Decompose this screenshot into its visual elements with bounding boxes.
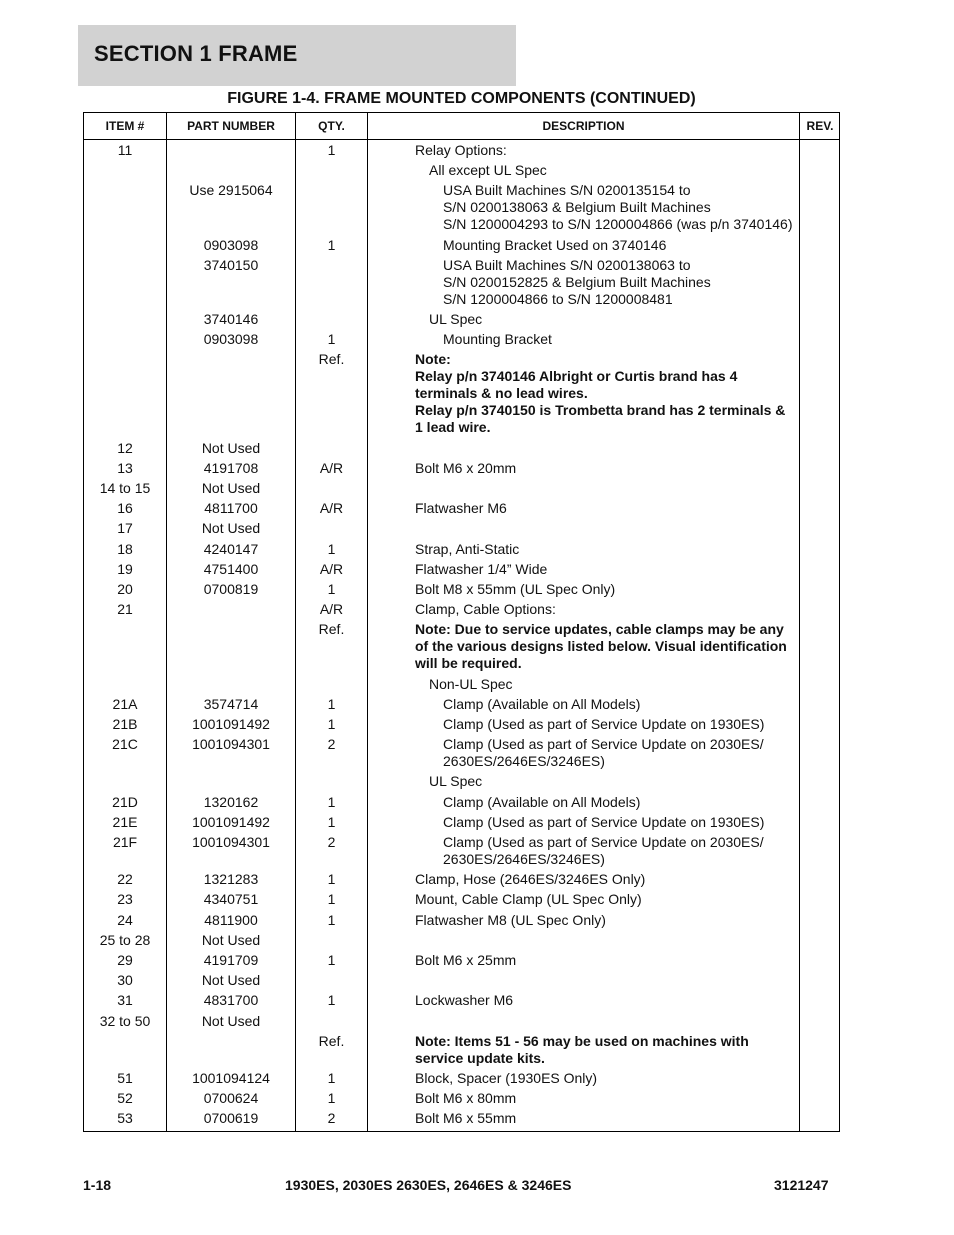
- description-line: Clamp (Used as part of Service Update on 1930ES): [443, 716, 765, 732]
- part-number: Not Used: [201, 480, 261, 496]
- description-line: Bolt M6 x 80mm: [415, 1090, 517, 1107]
- description: [415, 331, 823, 348]
- description: [415, 1070, 795, 1087]
- parts-table: [83, 112, 840, 1132]
- item-number: 20: [117, 581, 133, 597]
- item-number: 29: [117, 952, 133, 968]
- quantity: 1: [327, 540, 336, 557]
- description: [415, 992, 795, 1009]
- description: [415, 871, 795, 888]
- table-row: [84, 972, 839, 989]
- part-number: 4191709: [203, 952, 259, 968]
- item-number: 13: [117, 459, 133, 476]
- table-row: [84, 891, 839, 908]
- description-line: USA Built Machines S/N 0200138063 to: [443, 256, 691, 273]
- description-line: 2630ES/2646ES/3246ES): [443, 851, 605, 867]
- description-line: Relay p/n 3740150 is Trombetta brand has 2 terminals &: [415, 402, 786, 419]
- table-row: [84, 736, 839, 770]
- description: [415, 891, 795, 908]
- item-number: 22: [117, 871, 133, 888]
- table-row: [84, 1110, 839, 1127]
- part-number: 0700619: [203, 1110, 259, 1127]
- quantity: 1: [327, 992, 336, 1009]
- page-number: 1-18: [83, 1177, 112, 1193]
- quantity: 2: [327, 1110, 336, 1127]
- part-number: 4751400: [203, 560, 259, 577]
- part-number: 3740146: [203, 311, 259, 327]
- item-number: 53: [117, 1110, 133, 1127]
- description-line: Flatwasher M6: [415, 500, 507, 517]
- description: [415, 1033, 795, 1067]
- part-number: 1001091492: [192, 813, 270, 830]
- description-line: Bolt M8 x 55mm (UL Spec Only): [415, 581, 616, 597]
- description-line: Bolt M6 x 25mm: [415, 952, 517, 968]
- part-number: 4240147: [203, 540, 259, 557]
- table-row: [84, 500, 839, 517]
- table-row: [84, 182, 839, 233]
- description: [415, 541, 795, 558]
- item-number: 21F: [112, 834, 138, 850]
- description-line: UL Spec: [429, 773, 483, 790]
- description-line: Mounting Bracket Used on 3740146: [443, 236, 667, 253]
- table-row: [84, 601, 839, 618]
- description-line: USA Built Machines S/N 0200135154 to: [443, 182, 691, 199]
- table-row: [84, 676, 839, 693]
- description-line: S/N 0200138063 & Belgium Built Machines: [443, 199, 711, 216]
- description: [415, 257, 823, 308]
- description-line: Bolt M6 x 55mm: [415, 1110, 517, 1127]
- quantity: 1: [327, 813, 336, 830]
- table-row: [84, 952, 839, 969]
- item-number: 21D: [112, 793, 138, 810]
- description-line: Non-UL Spec: [429, 675, 513, 692]
- table-row: [84, 561, 839, 578]
- figure-title: FIGURE 1-4. FRAME MOUNTED COMPONENTS (CONTINUED): [227, 90, 696, 107]
- part-number: 1321283: [203, 871, 259, 888]
- table-row: [84, 716, 839, 733]
- table-row: [84, 814, 839, 831]
- description-line: will be required.: [415, 655, 522, 672]
- description: [415, 142, 795, 159]
- table-row: [84, 162, 839, 179]
- table-row: [84, 237, 839, 254]
- description: [415, 1090, 795, 1107]
- part-number: Not Used: [201, 931, 261, 948]
- part-number: 0903098: [203, 236, 259, 253]
- description-line: Note: Due to service updates, cable clamps may be any: [415, 621, 784, 638]
- section-header-band: [78, 25, 516, 86]
- item-number: 12: [117, 439, 133, 456]
- description: [415, 561, 795, 578]
- description-line: S/N 0200152825 & Belgium Built Machines: [443, 273, 711, 290]
- item-number: 16: [117, 500, 133, 517]
- item-number: 11: [117, 142, 133, 158]
- description: [415, 794, 823, 811]
- table-row: [84, 1070, 839, 1087]
- table-row: [84, 621, 839, 672]
- quantity: 1: [327, 911, 336, 928]
- quantity: 1: [327, 142, 336, 158]
- table-row: [84, 142, 839, 159]
- part-number: 4191708: [203, 459, 259, 476]
- quantity: A/R: [319, 459, 344, 476]
- description: [415, 912, 795, 929]
- table-row: [84, 480, 839, 497]
- footer-models: 1930ES, 2030ES 2630ES, 2646ES & 3246ES: [285, 1177, 572, 1193]
- description-line: 2630ES/2646ES/3246ES): [443, 753, 605, 770]
- description-line: Mounting Bracket: [443, 331, 552, 348]
- description-line: Mount, Cable Clamp (UL Spec Only): [415, 891, 642, 908]
- quantity: 1: [327, 716, 336, 732]
- description: [415, 500, 795, 517]
- quantity: 2: [327, 834, 336, 850]
- quantity: 1: [327, 236, 336, 253]
- quantity: 1: [327, 1090, 336, 1107]
- description: [415, 676, 809, 693]
- description-line: UL Spec: [429, 311, 483, 327]
- description: [415, 834, 823, 868]
- description: [415, 237, 823, 254]
- table-row: [84, 1090, 839, 1107]
- description-line: S/N 1200004293 to S/N 1200004866 (was p/n 3740146): [443, 216, 793, 233]
- item-number: 31: [117, 992, 133, 1009]
- table-row: [84, 912, 839, 929]
- part-number: 3740150: [203, 256, 259, 273]
- part-number: 1001094301: [192, 736, 270, 753]
- item-number: 21B: [112, 716, 138, 732]
- description: [415, 1110, 795, 1127]
- description: [415, 351, 795, 436]
- part-number: Not Used: [201, 520, 261, 537]
- part-number: Not Used: [201, 972, 261, 989]
- description: [415, 952, 795, 969]
- item-number: 21C: [112, 736, 138, 753]
- part-number: 3574714: [203, 695, 259, 712]
- table-row: [84, 541, 839, 558]
- item-number: 17: [117, 520, 133, 537]
- quantity: 1: [327, 871, 336, 888]
- description: [415, 182, 823, 233]
- description-line: All except UL Spec: [429, 162, 547, 179]
- description-line: of the various designs listed below. Visual identification: [415, 638, 787, 655]
- description-line: Relay Options:: [415, 142, 507, 158]
- item-number: 25 to 28: [99, 931, 151, 948]
- table-row: [84, 311, 839, 328]
- item-number: 21E: [112, 813, 138, 830]
- part-number: 1001094301: [192, 834, 270, 850]
- quantity: 1: [327, 793, 336, 810]
- part-number: 1320162: [203, 793, 259, 810]
- part-number: Not Used: [201, 1012, 261, 1029]
- description: [415, 621, 795, 672]
- description: [415, 736, 823, 770]
- item-number: 32 to 50: [99, 1012, 151, 1029]
- part-number: 0700819: [203, 581, 259, 597]
- item-number: 51: [117, 1070, 133, 1086]
- description-line: Block, Spacer (1930ES Only): [415, 1070, 598, 1086]
- description-line: Strap, Anti-Static: [415, 540, 520, 557]
- table-row: [84, 1013, 839, 1030]
- description-line: Clamp (Used as part of Service Update on 1930ES): [443, 813, 765, 830]
- part-number: 1001091492: [192, 716, 270, 732]
- description-line: Clamp, Cable Options:: [415, 601, 556, 618]
- description: [415, 601, 795, 618]
- description-line: Lockwasher M6: [415, 992, 514, 1009]
- header-part-number: PART NUMBER: [187, 119, 275, 133]
- part-number: 1001094124: [192, 1070, 270, 1086]
- part-number: 0700624: [203, 1090, 259, 1107]
- header-description: DESCRIPTION: [542, 119, 625, 133]
- header-item: ITEM #: [105, 119, 145, 133]
- item-number: 19: [117, 560, 133, 577]
- item-number: 18: [117, 540, 133, 557]
- part-number: 0903098: [203, 331, 259, 348]
- header-rev: REV.: [806, 119, 834, 133]
- table-row: [84, 794, 839, 811]
- description-line: terminals & no lead wires.: [415, 385, 588, 402]
- description: [415, 814, 823, 831]
- table-row: [84, 520, 839, 537]
- item-number: 21: [117, 601, 133, 618]
- description: [415, 696, 823, 713]
- part-number: Not Used: [201, 439, 261, 456]
- table-row: [84, 773, 839, 790]
- table-row: [84, 1033, 839, 1067]
- part-number: 4811700: [204, 500, 258, 517]
- quantity: A/R: [319, 560, 344, 577]
- description-line: Clamp, Hose (2646ES/3246ES Only): [415, 871, 646, 888]
- table-row: [84, 581, 839, 598]
- quantity: A/R: [319, 500, 344, 517]
- description-line: Flatwasher M8 (UL Spec Only): [415, 911, 606, 928]
- table-row: [84, 696, 839, 713]
- table-row: [84, 871, 839, 888]
- quantity: 1: [327, 581, 336, 597]
- description-line: Clamp (Used as part of Service Update on 2030ES/: [443, 834, 764, 850]
- table-row: [84, 440, 839, 457]
- description: [415, 311, 809, 328]
- table-row: [84, 257, 839, 308]
- table-row: [84, 331, 839, 348]
- quantity: 1: [327, 891, 336, 908]
- part-number: Use 2915064: [189, 182, 273, 199]
- description-line: Note:: [415, 351, 451, 368]
- table-row: [84, 834, 839, 868]
- description: [415, 581, 795, 598]
- description-line: 1 lead wire.: [415, 419, 491, 436]
- table-header: [84, 113, 839, 140]
- description-line: Bolt M6 x 20mm: [415, 459, 517, 476]
- description-line: Clamp (Used as part of Service Update on 2030ES/: [443, 736, 764, 753]
- description: [415, 716, 823, 733]
- part-number: 4340751: [203, 891, 259, 908]
- quantity: 1: [327, 695, 336, 712]
- table-row: [84, 992, 839, 1009]
- part-number: 4811900: [204, 911, 258, 928]
- table-row: [84, 351, 839, 436]
- quantity: Ref.: [318, 1032, 345, 1049]
- quantity: 2: [327, 736, 336, 753]
- quantity: A/R: [319, 601, 344, 618]
- item-number: 52: [117, 1090, 133, 1107]
- table-row: [84, 460, 839, 477]
- quantity: Ref.: [318, 351, 345, 368]
- description: [415, 773, 809, 790]
- description-line: Clamp (Available on All Models): [443, 695, 641, 712]
- item-number: 30: [117, 972, 133, 989]
- document-number: 3121247: [774, 1177, 829, 1193]
- quantity: Ref.: [318, 621, 345, 638]
- quantity: 1: [327, 1070, 336, 1086]
- item-number: 14 to 15: [99, 480, 151, 496]
- item-number: 24: [117, 911, 133, 928]
- quantity: 1: [327, 952, 336, 968]
- item-number: 23: [117, 891, 133, 908]
- table-row: [84, 932, 839, 949]
- item-number: 21A: [112, 695, 138, 712]
- description-line: Clamp (Available on All Models): [443, 793, 641, 810]
- description-line: Relay p/n 3740146 Albright or Curtis brand has 4: [415, 368, 738, 385]
- description: [415, 460, 795, 477]
- section-title: SECTION 1 FRAME: [94, 41, 298, 66]
- header-qty: QTY.: [318, 119, 345, 133]
- description-line: service update kits.: [415, 1049, 545, 1066]
- quantity: 1: [327, 331, 336, 348]
- description: [415, 162, 809, 179]
- part-number: 4831700: [203, 992, 259, 1009]
- description-line: Note: Items 51 - 56 may be used on machines with: [415, 1032, 749, 1049]
- description-line: S/N 1200004866 to S/N 1200008481: [443, 290, 673, 307]
- description-line: Flatwasher 1/4” Wide: [415, 560, 548, 577]
